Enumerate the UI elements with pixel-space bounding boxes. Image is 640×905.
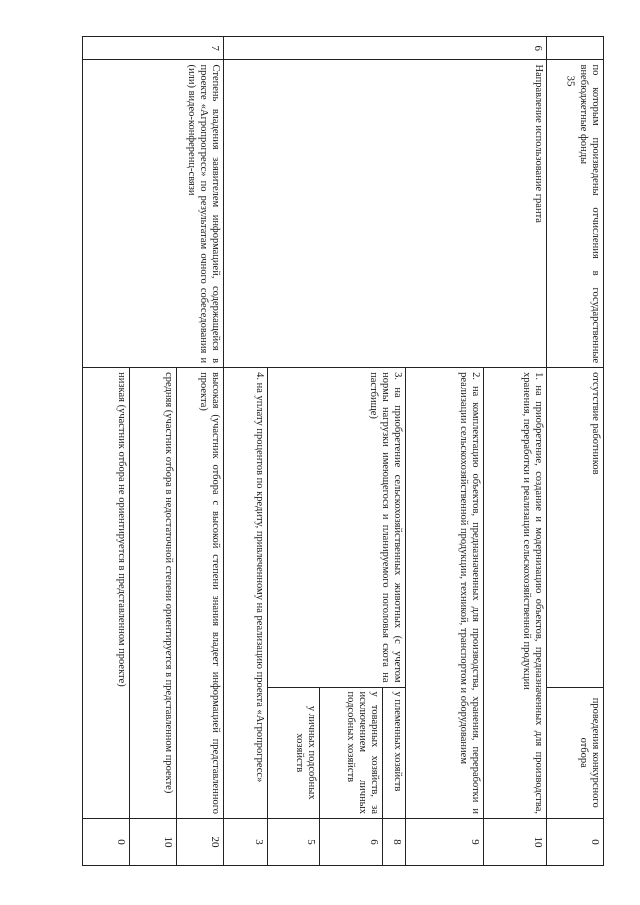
score-cell: 8 [382,819,405,866]
sub-cell: проведения конкурсного отбора [546,687,603,819]
score-cell: 6 [320,819,383,866]
criterion-cell: Направление использование гранта [223,60,546,368]
score-cell: 3 [223,819,267,866]
table-row [176,37,223,866]
criterion-cell: по которым произведены отчисления в государственные внебюджетные фонды [546,60,603,368]
score-cell: 10 [130,819,177,866]
value-cell: высокая (участник отбора с высокой степени знания владеет информацией представленного проекта) [176,368,223,819]
table-row [484,37,547,866]
table-inner [82,36,604,866]
score-cell: 20 [176,819,223,866]
value-cell: 2. на комплектацию объектов, предназначенных для производства, хранения, переработки и реализации сельскохозяйственной продукции, техникой, транспортом и оборудованием [405,368,483,819]
value-cell: средняя (участник отбора в недостаточной степени ориентируется в представленном проекте) [130,368,177,819]
sub-cell: у племенных хозяйств [382,687,405,819]
score-cell: 0 [546,819,603,866]
row-number [546,37,603,60]
value-cell: отсутствие работников [546,368,603,687]
score-cell: 10 [484,819,547,866]
rotated-table-frame [82,36,604,866]
page-number: 35 [564,75,577,87]
value-cell: низкая (участник отбора не ориентируется в представленном проекте) [83,368,130,819]
criteria-table [82,36,604,866]
table-row [546,37,603,866]
sub-cell: у личных подсобных хозяйств [268,687,320,819]
score-cell: 9 [405,819,483,866]
value-cell: 4. на уплату процентов по кредиту, привлеченному на реализацию проекта «Агропрогресс» [223,368,267,819]
criterion-cell: Степень владения заявителем информацией, содержащейся в проекте «Агропрогресс» по результатам очного собеседования и (или) видео-конференц-связи [83,60,224,368]
row-number: 7 [83,37,224,60]
row-number: 6 [223,37,546,60]
sub-cell: у товарных хозяйств, за исключением личных подсобных хозяйств [320,687,383,819]
score-cell: 0 [83,819,130,866]
value-cell: 3. на приобретение сельскохозяйственных животных (с учетом нормы нагрузки имеющегося и планируемого поголовья скота на пастбище) [268,368,406,687]
score-cell: 5 [268,819,320,866]
value-cell: 1. на приобретение, создание и модернизацию объектов, предназначенных для производства, хранения, переработки и реализации сельскохозяйственной продукции [484,368,547,819]
